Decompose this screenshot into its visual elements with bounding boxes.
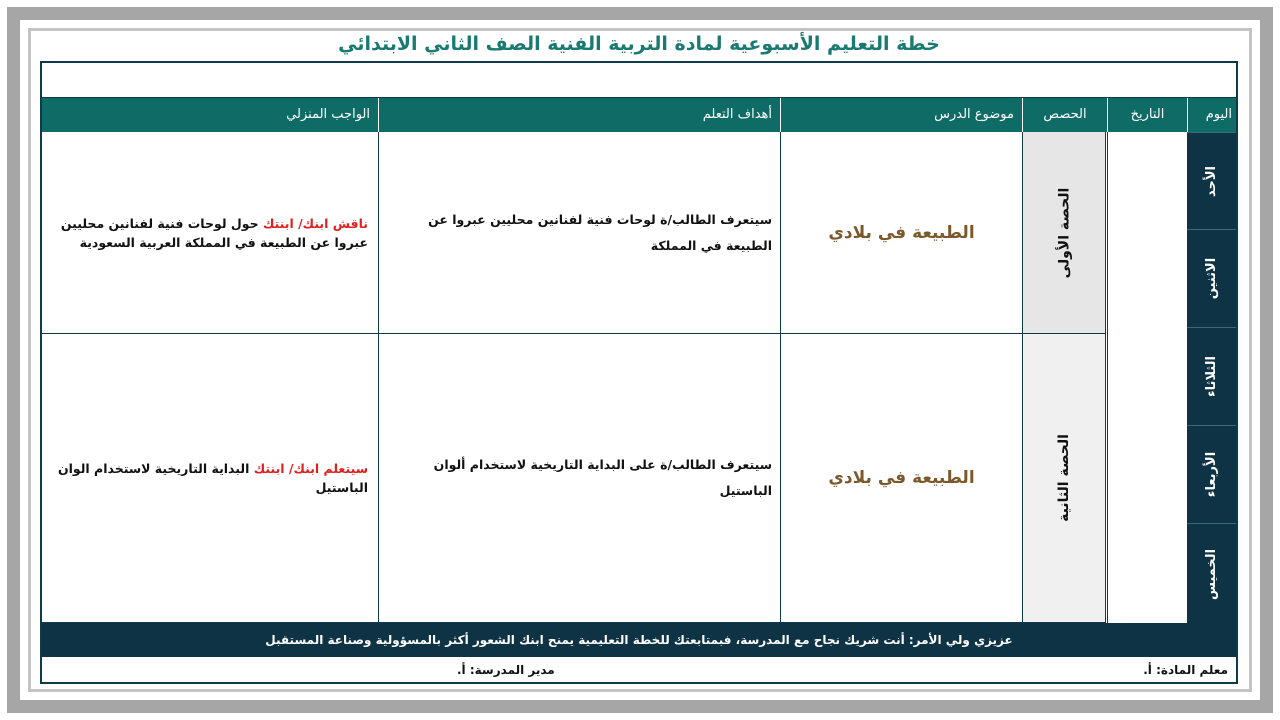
date-column xyxy=(1107,132,1187,623)
day-cell xyxy=(1187,523,1236,624)
period-label: الحصة الأولى xyxy=(1056,187,1072,278)
header-topic: موضوع الدرس xyxy=(780,98,1022,132)
topic-text: الطبيعة في بلادي xyxy=(828,222,975,243)
blank-header-row xyxy=(42,63,1236,98)
homework-highlight: ناقش ابنك/ ابنتك xyxy=(262,215,368,231)
day-label: الأحد xyxy=(1203,165,1219,198)
teacher-signature: معلم المادة: أ. xyxy=(1143,663,1228,677)
day-label: الأربعاء xyxy=(1204,451,1219,498)
header-homework: الواجب المنزلي xyxy=(42,98,378,132)
header-date: التاريخ xyxy=(1107,98,1187,132)
period-cell-2 xyxy=(1022,334,1106,623)
objective-text: سيتعرف الطالب/ة على البداية التاريخية لاستخدام ألوان الباستيل xyxy=(433,457,772,498)
day-label: الاثنين xyxy=(1204,257,1219,300)
objective-text: سيتعرف الطالب/ة لوحات فنية لفنانين محليين عبروا عن الطبيعة في المملكة xyxy=(428,211,772,253)
topic-text: الطبيعة في بلادي xyxy=(828,468,975,488)
day-cell xyxy=(1187,229,1236,327)
day-label: الثلاثاء xyxy=(1204,356,1219,397)
day-label: الخميس xyxy=(1204,548,1220,600)
homework-cell-1 xyxy=(42,132,378,334)
plan-table xyxy=(40,61,1238,684)
day-cell xyxy=(1187,425,1236,523)
header-periods: الحصص xyxy=(1022,98,1107,132)
day-cell xyxy=(1187,327,1236,425)
parent-note-bar: عزيزي ولي الأمر: أنت شريك نجاح مع المدرسة، فبمتابعتك للخطة التعليمية يمنح ابنك الشعور أكثر بالمسؤولية وصناعة المستقبل xyxy=(42,623,1236,657)
header-objectives: أهداف التعلم xyxy=(378,98,780,132)
homework-body: البداية التاريخية لاستخدام الوان الباستيل xyxy=(57,461,368,495)
page-title: خطة التعليم الأسبوعية لمادة التربية الفنية الصف الثاني الابتدائي xyxy=(338,33,940,55)
homework-text xyxy=(42,214,378,252)
homework-body: حول لوحات فنية لفنانين محليين عبروا عن الطبيعة في المملكة العربية السعودية xyxy=(60,215,368,250)
principal-signature: مدير المدرسة: أ. xyxy=(457,663,555,677)
homework-cell-2 xyxy=(42,334,378,623)
header-day: اليوم xyxy=(1187,98,1236,132)
day-column xyxy=(1187,132,1236,623)
topic-cell-2 xyxy=(780,334,1022,623)
period-cell-1 xyxy=(1022,132,1106,334)
day-cell xyxy=(1187,132,1236,230)
homework-text xyxy=(42,459,378,497)
objective-cell-2 xyxy=(378,334,780,623)
objective-cell-1 xyxy=(378,132,780,334)
topic-cell-1 xyxy=(780,132,1022,334)
homework-highlight: سيتعلم ابنك/ ابنتك xyxy=(253,461,368,476)
period-label: الحصة الثانية xyxy=(1056,434,1073,522)
